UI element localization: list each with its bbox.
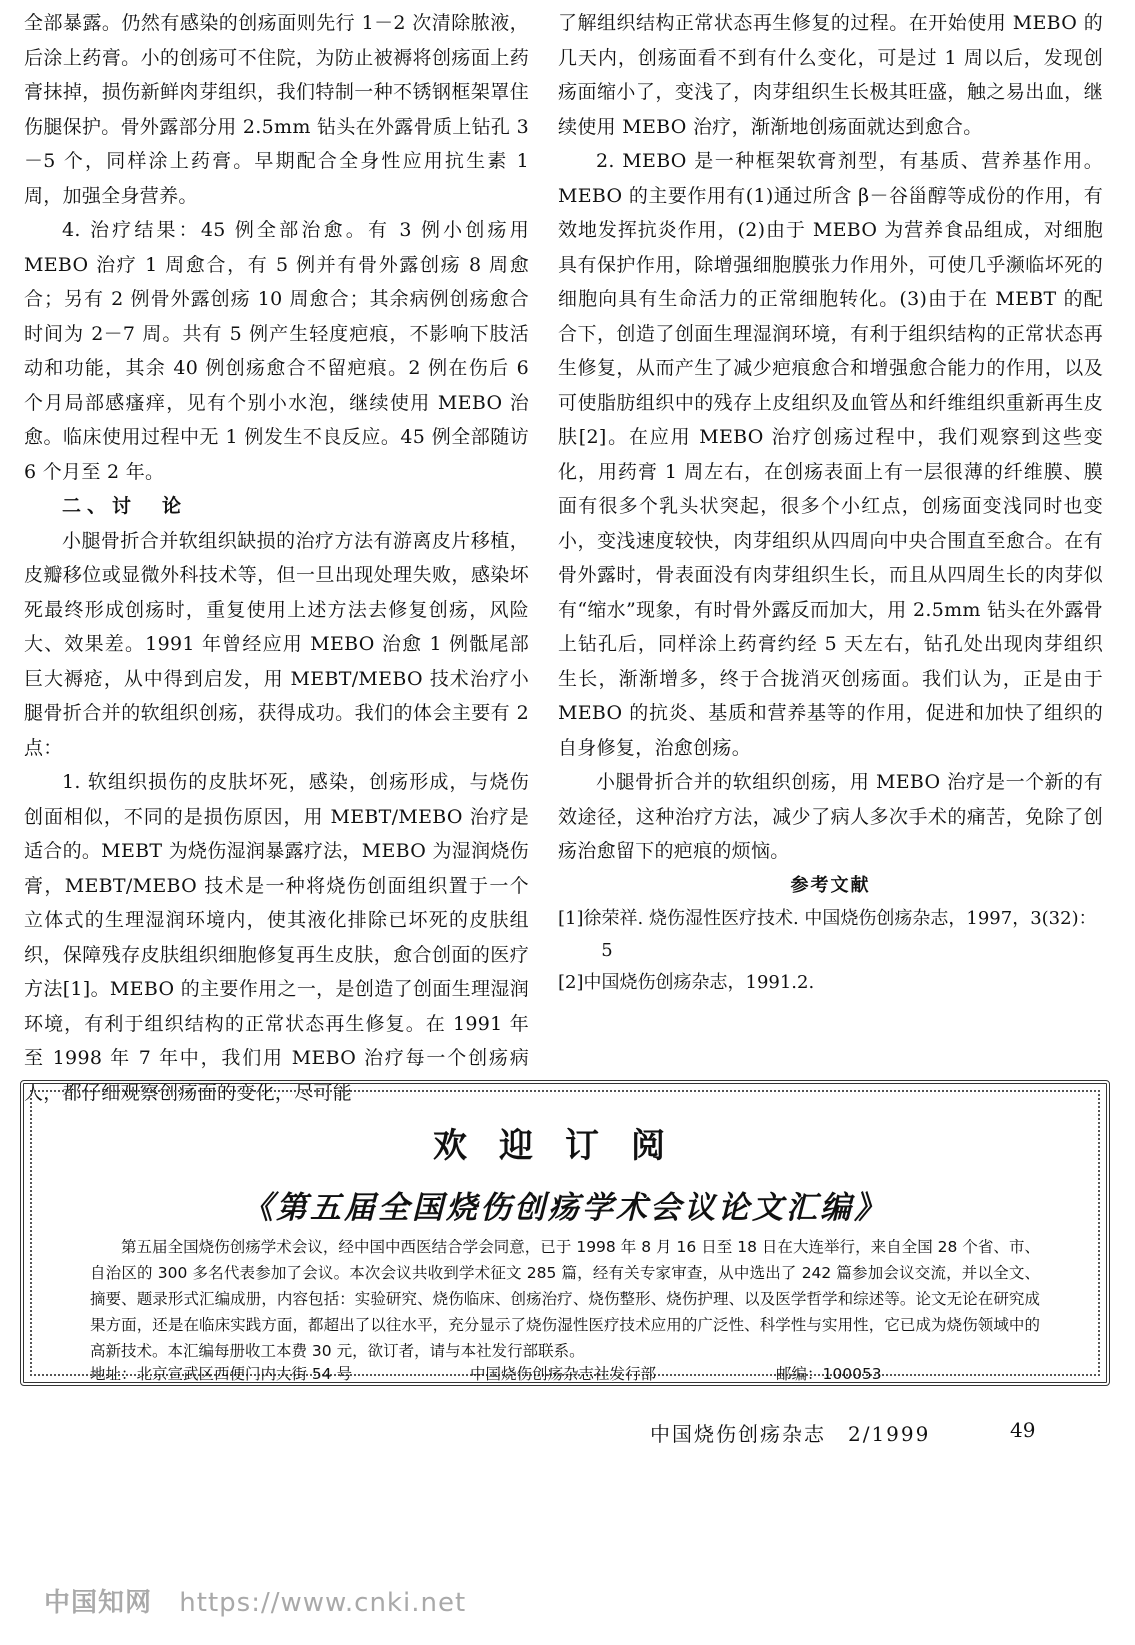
reference-item-1: [1]徐荣祥. 烧伤湿性医疗技术. 中国烧伤创疡杂志，1997，3(32)：5 [558,907,1097,961]
right-column [558,6,1103,999]
paragraph-observation: 了解组织结构正常状态再生修复的过程。在开始使用 MEBO 的几天内，创疡面看不到有什么变化，可是过 1 周以后，发现创疡面缩小了，变浅了，肉芽组织生长极其旺盛，触之易出血，继续使用 MEBO 治疗，渐渐地创疡面就达到愈合。 [558,12,1103,138]
paragraph-discussion-intro: 小腿骨折合并软组织缺损的治疗方法有游离皮片移植，皮瓣移位或显微外科技术等，但一旦出现处理失败，感染坏死最终形成创疡时，重复使用上述方法去修复创疡，风险大、效果差。1991 年曾经应用 MEBO 治愈 1 例骶尾部巨大褥疮，从中得到启发，用 MEBT/MEBO 技术治疗小腿骨折合并的软组织创疡，获得成功。我们的体会主要有 2 点： [24,529,529,759]
paragraph-discussion-point-2: 2. MEBO 是一种框架软膏剂型，有基质、营养基作用。MEBO 的主要作用有(1)通过所含 β－谷甾醇等成份的作用，有效地发挥抗炎作用，(2)由于 MEBO 为营养食品组成，对细胞具有保护作用，除增强细胞膜张力作用外，可使几乎濒临坏死的细胞向具有生命活力的正常细胞转化。(3)由于在 MEBT 的配合下，创造了创面生理湿润环境，有利于组织结构的正常状态再生修复，从而产生了减少疤痕愈合和增强愈合能力的作用，以及可使脂肪组织中的残存上皮组织及血管丛和纤维组织重新再生皮肤[2]。在应用 MEBO 治疗创疡过程中，我们观察到这些变化，用药膏 1 周左右，在创疡表面上有一层很薄的纤维膜、膜面有很多个乳头状突起，很多个小红点，创疡面变浅同时也变小，变浅速度较快，肉芽组织从四周向中央合围直至愈合。在有骨外露时，骨表面没有肉芽组织生长，而且从四周生长的肉芽似有“缩水”现象，有时骨外露反而加大，用 2.5mm 钻头在外露骨上钻孔后，同样涂上药膏约经 5 天左右，钻孔处出现肉芽组织生长，渐渐增多，终于合拢消灭创疡面。我们认为，正是由于 MEBO 的抗炎、基质和营养基等的作用，促进和加快了组织的自身修复，治愈创疡。 [558,150,1103,759]
page-number: 49 [1010,1418,1036,1442]
notice-book-title: 《第五届全国烧伤创疡学术会议论文汇编》 [242,1190,888,1226]
watermark-brand: 中国知网 [44,1588,153,1618]
paragraph-conclusion: 小腿骨折合并的软组织创疡，用 MEBO 治疗是一个新的有效途径，这种治疗方法，减少了病人多次手术的痛苦，免除了创疡治愈留下的疤痕的烦恼。 [558,771,1103,862]
references-heading: 参考文献 [790,874,871,896]
running-footer-journal: 中国烧伤创疡杂志 2/1999 [650,1422,931,1446]
paragraph-discussion-point-1: 1. 软组织损伤的皮肤坏死，感染，创疡形成，与烧伤创面相似，不同的是损伤原因，用 MEBT/MEBO 治疗是适合的。MEBT 为烧伤湿润暴露疗法，MEBO 为湿润烧伤膏，MEBT/MEBO 技术是一种将烧伤创面组织置于一个立体式的生理湿润环境内，使其液化排除已坏死的皮肤组织，保障残存皮肤组织细胞修复再生皮肤，愈合创面的医疗方法[1]。MEBO 的主要作用之一，是创造了创面生理湿润环境，有利于组织结构的正常状态再生修复。在 1991 年至 1998 年 7 年中，我们用 MEBO 治疗每一个创疡病人，都仔细观察创疡面的变化，尽可能 [24,771,529,1104]
cnki-watermark [44,1582,466,1619]
left-column [24,6,529,1110]
watermark-url: https://www.cnki.net [179,1588,467,1618]
notice-publisher: 中国烧伤创疡杂志社发行部 [470,1365,657,1383]
notice-title: 欢迎订阅 [433,1126,697,1166]
section-heading-discussion: 二、讨 论 [62,495,188,517]
subscription-notice-box [20,1080,1110,1386]
reference-item-2: [2]中国烧伤创疡杂志，1991.2. [558,971,815,993]
paragraph-treatment-method: 全部暴露。仍然有感染的创疡面则先行 1－2 次清除脓液，后涂上药膏。小的创疡可不住院，为防止被褥将创疡面上药膏抹掉，损伤新鲜肉芽组织，我们特制一种不锈钢框架罩住伤腿保护。骨外露部分用 2.5mm 钻头在外露骨质上钻孔 3－5 个，同样涂上药膏。早期配合全身性应用抗生素 1 周，加强全身营养。 [24,12,529,207]
notice-address: 地址：北京宣武区西便门内大街 54 号 [90,1365,353,1383]
notice-postcode: 邮编：100053 [776,1365,882,1383]
paragraph-treatment-results: 4. 治疗结果：45 例全部治愈。有 3 例小创疡用 MEBO 治疗 1 周愈合，有 5 例并有骨外露创疡 8 周愈合；另有 2 例骨外露创疡 10 周愈合；其余病例创疡愈合时间为 2－7 周。共有 5 例产生轻度疤痕，不影响下肢活动和功能，其余 40 例创疡愈合不留疤痕。2 例在伤后 6 个月局部感瘙痒，见有个别小水泡，继续使用 MEBO 治愈。临床使用过程中无 1 例发生不良反应。45 例全部随访 6 个月至 2 年。 [24,219,529,483]
notice-body: 第五届全国烧伤创疡学术会议，经中国中西医结合学会同意，已于 1998 年 8 月 16 日至 18 日在大连举行，来自全国 28 个省、市、自治区的 300 多名代表参加了会议。本次会议共收到学术征文 285 篇，经有关专家审查，从中选出了 242 篇参加会议交流，并以全文、摘要、题录形式汇编成册，内容包括：实验研究、烧伤临床、创疡治疗、烧伤整形、烧伤护理、以及医学哲学和综述等。论文无论在研究成果方面，还是在临床实践方面，都超出了以往水平，充分显示了烧伤湿性医疗技术应用的广泛性、科学性与实用性，它已成为烧伤领域中的高新技术。本汇编每册收工本费 30 元，欲订者，请与本社发行部联系。 [90,1238,1040,1360]
